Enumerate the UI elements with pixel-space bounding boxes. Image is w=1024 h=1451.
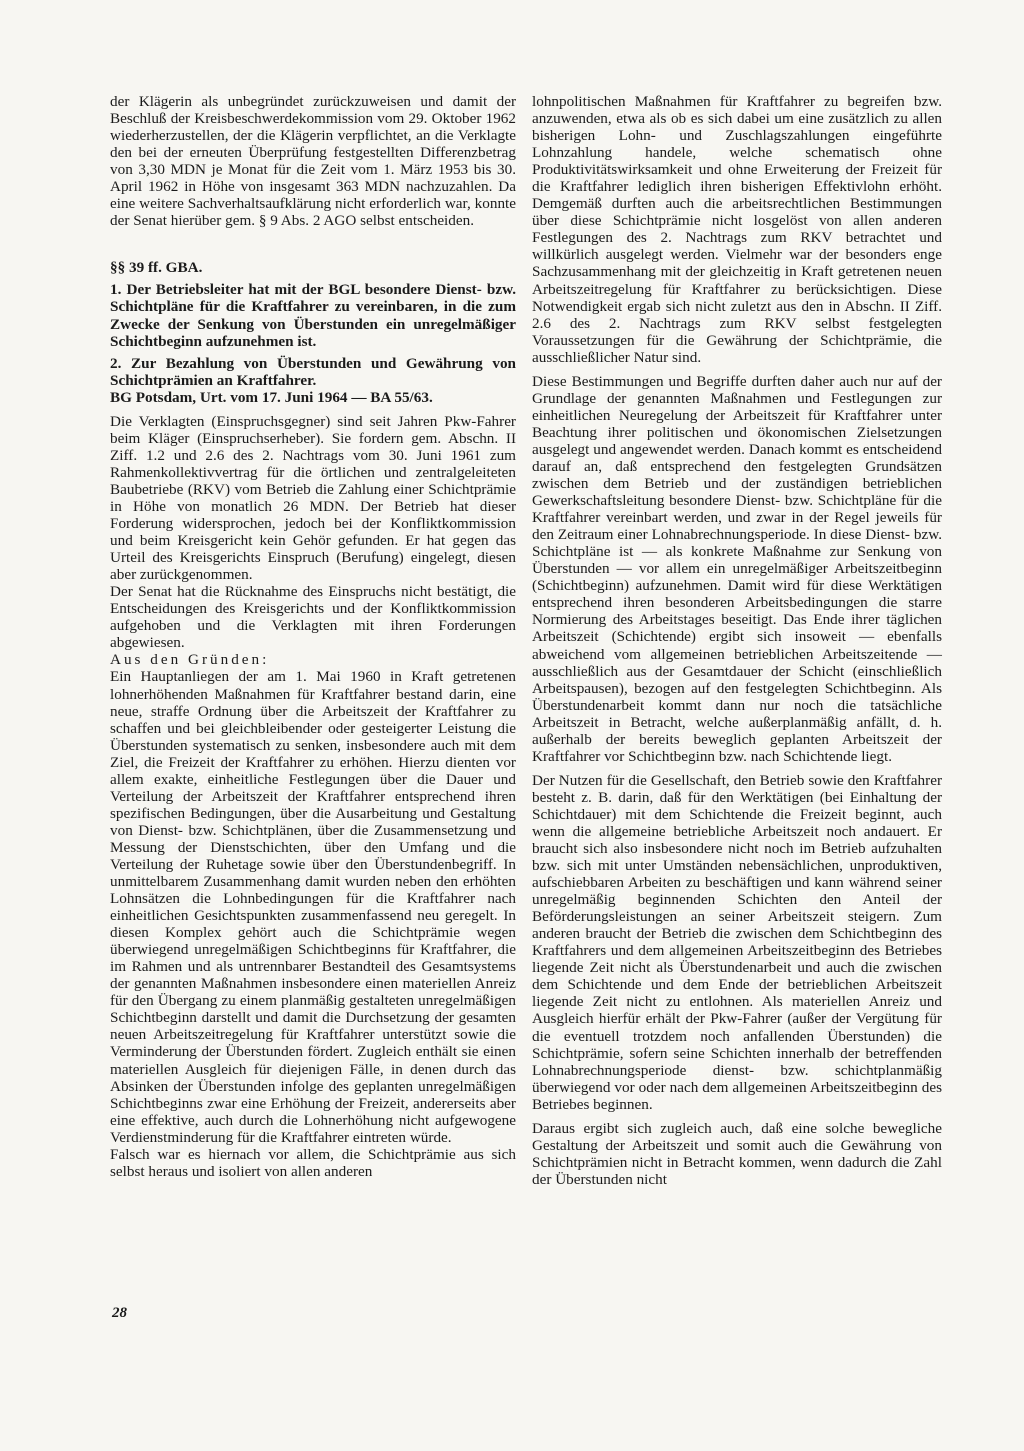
- right-column: [532, 93, 942, 1188]
- facts-paragraph-1: Die Verklagten (Einspruchsgegner) sind seit Jahren Pkw-Fahrer beim Kläger (Einspruchserheber). Sie fordern gem. Abschn. II Ziff. 1.2 und 2.6 des 2. Nachtrags vom 30. Juni 1961 zum Rahmenkollektivvertrag für die örtlichen und zentralgeleiteten Baubetriebe (RKV) vom Betrieb die Zahlung einer Schichtprämie in Höhe von monatlich 26 MDN. Der Betrieb hat dieser Forderung widersprochen, jedoch bei der Konfliktkommission und beim Kreisgericht kein Gehör gefunden. Er hat gegen das Urteil des Kreisgerichts Einspruch (Berufung) eingelegt, diesen aber zurückgenommen.: [110, 412, 516, 584]
- court-citation: BG Potsdam, Urt. vom 17. Juni 1964 — BA 55/63.: [110, 388, 433, 406]
- right-paragraph-3: Der Nutzen für die Gesellschaft, den Betrieb sowie den Kraftfahrer besteht z. B. darin, daß für den Werktätigen (bei Einhaltung der Schichtdauer) mit dem Schichtende die Freizeit beginnt, auch wenn die allgemeine betriebliche Arbeitszeit noch andauert. Er braucht sich also insbesondere nicht noch im Betrieb aufzuhalten bzw. sich mit unter Umständen nebensächlichen, unproduktiven, aufschiebbaren Arbeiten zu beschäftigen und kann während seiner unregelmäßig beginnenden Schichten den Anteil der Beförderungsleistungen an seiner Arbeitszeit steigern. Zum anderen braucht der Betrieb die zwischen dem Schichtbeginn des Kraftfahrers und dem allgemeinen Arbeitszeitbeginn des Betriebes liegende Zeit nicht als Überstundenarbeit und auch die zwischen dem Schichtende und dem Ende der betrieblichen Arbeitszeit liegende Zeit nicht zu entlohnen. Als materiellen Anreiz und Ausgleich hierfür erhält der Pkw-Fahrer (außer der Vergütung für die eventuell trotzdem noch anfallenden Überstunden) die Schichtprämie, sofern seine Schichten innerhalb der betreffenden Lohnabrechnungsperiode dienst- bzw. schichtplanmäßig überwiegend vor oder nach dem allgemeinen Arbeitszeitbeginn des Betriebes beginnen.: [532, 771, 942, 1113]
- headnote-2: 2. Zur Bezahlung von Überstunden und Gewährung von Schichtprämien an Kraftfahrer.: [110, 354, 516, 389]
- right-paragraph-1: lohnpolitischen Maßnahmen für Kraftfahrer zu begreifen bzw. anzuwenden, etwa als ob es sich dabei um eine zusätzlich zu allen bisherigen Lohn- und Zuschlagszahlungen eingeführte Lohnzahlung handele, welche schematisch ohne Produktivitätswirksamkeit und ohne Erweiterung der Freizeit für die Kraftfahrer lediglich ihren bisherigen Effektivlohn erhöht. Demgemäß durften auch die arbeitsrechtlichen Bestimmungen über diese Schichtprämie nicht losgelöst von allen anderen Festlegungen des 2. Nachtrags zum RKV betrachtet und willkürlich ausgelegt werden. Vielmehr war der besonders enge Sachzusammenhang mit der gleichzeitig in Kraft getretenen neuen Arbeitszeitregelung für Kraftfahrer zu berücksichtigen. Diese Notwendigkeit ergab sich nicht zuletzt aus den in Abschn. II Ziff. 2.6 des 2. Nachtrags zum RKV selbst festgelegten Voraussetzungen für die Gewährung der Schichtprämie, die ausschließlicher Natur sind.: [532, 93, 942, 366]
- reasons-paragraph-1: Ein Hauptanliegen der am 1. Mai 1960 in Kraft getretenen lohnerhöhenden Maßnahmen für Kraftfahrer bestand darin, eine neue, straffe Ordnung über die Arbeitszeit der Kraftfahrer zu schaffen und bei gleichbleibender oder gesteigerter Leistung die Überstunden systematisch zu senken, insbesondere auch mit dem Ziel, die Freizeit der Kraftfahrer zu erhöhen. Hierzu dienten vor allem exakte, einheitliche Festlegungen über die Dauer und Verteilung der Arbeitszeit der Kraftfahrer entsprechend ihren spezifischen Bedingungen, über die Ausarbeitung und Gestaltung von Dienst- bzw. Schichtplänen, über die Zusammensetzung und Messung der Dienstschichten, über den Umfang und die Verteilung der Ruhetage sowie über den Überstundenbegriff. In unmittelbarem Zusammenhang damit wurden neben den erhöhten Lohnsätzen die Lohnbedingungen für die Kraftfahrer nach einheitlichen Gesichtspunkten zusammenfassend neu geregelt. In diesen Komplex gehört auch die Schichtprämie wegen überwiegend unregelmäßigen Schichtbeginns für Kraftfahrer, die im Rahmen und als untrennbarer Bestandteil des Gesamtsystems der genannten Maßnahmen insbesondere einen materiellen Anreiz für den Übergang zu einem planmäßig gestalteten unregelmäßigen Schichtbeginn darstellt und damit die Durchsetzung der gesamten neuen Arbeitszeitregelung für Kraftfahrer unterstützt sowie die Verminderung der Überstunden fördert. Zugleich enthält sie einen materiellen Ausgleich für diejenigen Fälle, in denen durch das Absinken der Überstunden infolge des geplanten unregelmäßigen Schichtbeginns zwar eine Erhöhung der Freizeit, andererseits aber eine effektive, auch durch die Lohnerhöhung nicht aufgewogene Verdienstminderung für die Kraftfahrer eintreten würde.: [110, 668, 516, 1146]
- reasons-paragraph-2: Falsch war es hiernach vor allem, die Schichtprämie aus sich selbst heraus und isoliert von allen anderen: [110, 1145, 516, 1180]
- right-paragraph-4: Daraus ergibt sich zugleich auch, daß eine solche bewegliche Gestaltung der Arbeitszeit und somit auch die Gewährung von Schichtprämien nicht in Betracht kommen, wenn dadurch die Zahl der Überstunden nicht: [532, 1119, 942, 1188]
- headnote-1: 1. Der Betriebsleiter hat mit der BGL besondere Dienst- bzw. Schichtpläne für die Kraftfahrer zu vereinbaren, in die zum Zwecke der Senkung von Überstunden ein unregelmäßiger Schichtbeginn aufzunehmen ist.: [110, 281, 516, 350]
- facts-paragraph-2: Der Senat hat die Rücknahme des Einspruchs nicht bestätigt, die Entscheidungen des Kreisgerichts und der Konfliktkommission aufgehoben und die Verklagten mit ihren Forderungen abgewiesen.: [110, 583, 516, 652]
- page-number: 28: [112, 1305, 127, 1321]
- section-reference: §§ 39 ff. GBA.: [110, 259, 203, 277]
- intro-paragraph: der Klägerin als unbegründet zurückzuweisen und damit der Beschluß der Kreisbeschwerdekommission vom 29. Oktober 1962 wiederherzustellen, der die Klägerin verpflichtet, an die Verklagte den bei der erneuten Überprüfung festgestellten Differenzbetrag von 3,30 MDN je Monat für die Zeit vom 1. März 1953 bis 30. April 1962 in Höhe von insgesamt 363 MDN nachzuzahlen. Da eine weitere Sachverhaltsaufklärung nicht erforderlich war, konnte der Senat hierüber gem. § 9 Abs. 2 AGO selbst entscheiden.: [110, 93, 516, 230]
- reasons-heading: Aus den Gründen:: [110, 651, 270, 669]
- left-column: [110, 93, 516, 1180]
- right-paragraph-2: Diese Bestimmungen und Begriffe durften daher auch nur auf der Grundlage der genannten Maßnahmen und Festlegungen zur einheitlichen Neuregelung der Arbeitszeit für Kraftfahrer unter Beachtung ihrer politischen und ökonomischen Zielsetzungen ausgelegt und angewendet werden. Danach kommt es entscheidend darauf an, daß entsprechend den festgelegten Grundsätzen zwischen dem Betrieb und der zuständigen betrieblichen Gewerkschaftsleitung besondere Dienst- bzw. Schichtpläne für die Kraftfahrer vereinbart werden, und zwar in der Regel jeweils für den Zeitraum einer Lohnabrechnungsperiode. In diese Dienst- bzw. Schichtpläne ist — als konkrete Maßnahme zur Senkung von Überstunden — vor allem ein unregelmäßiger Arbeitszeitbeginn (Schichtbeginn) aufzunehmen. Damit wird für diese Werktätigen entsprechend ihren besonderen Arbeitsbedingungen die starre Normierung des Arbeitstages beseitigt. Das Ende ihrer täglichen Arbeitszeit (Schichtende) ergibt sich insoweit — ebenfalls abweichend vom allgemeinen betrieblichen Arbeitszeitende — ausschließlich aus der Gesamtdauer der Schicht (einschließlich Arbeitspausen), bezogen auf den festgelegten Schichtbeginn. Als Überstundenarbeit kommt dann nur noch die tatsächliche Arbeitszeit in Betracht, welche außerplanmäßig anfällt, d. h. außerhalb der bereits beweglich geplanten Arbeitszeit der Kraftfahrer vor Schichtbeginn bzw. nach Schichtende liegt.: [532, 372, 942, 765]
